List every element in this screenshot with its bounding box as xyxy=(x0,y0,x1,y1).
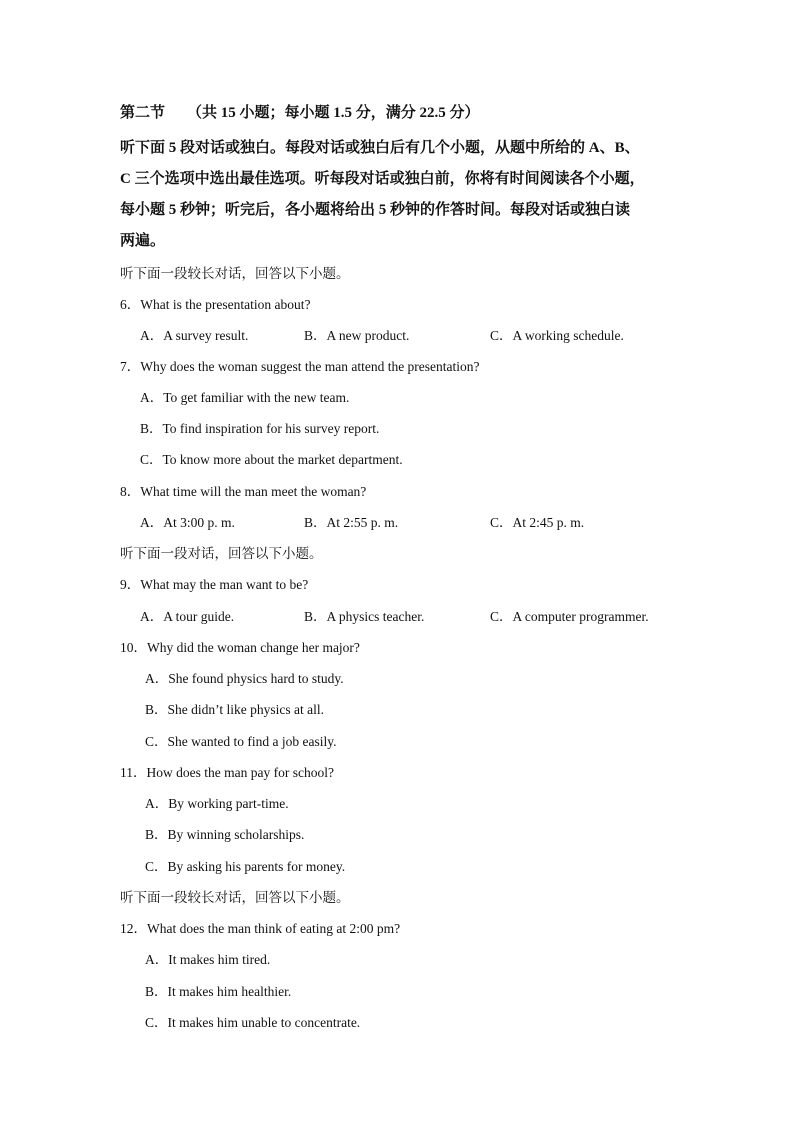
question-8-stem: 8．What time will the man meet the woman? xyxy=(120,484,367,499)
question-7-stem: 7．Why does the woman suggest the man attend the presentation? xyxy=(120,359,480,374)
section-subtitle: （共 15 小题；每小题 1.5 分，满分 22.5 分） xyxy=(187,105,480,121)
question-11-option-b[interactable]: B．By winning scholarships. xyxy=(145,827,305,842)
question-10-option-a[interactable]: A．She found physics hard to study. xyxy=(145,671,344,686)
question-8-option-a[interactable]: A．At 3:00 p. m. xyxy=(140,515,235,530)
question-6-option-c[interactable]: C．A working schedule. xyxy=(490,328,624,343)
question-9-option-c[interactable]: C．A computer programmer. xyxy=(490,609,649,624)
question-12-option-a[interactable]: A．It makes him tired. xyxy=(145,952,271,967)
question-9-options xyxy=(140,605,740,623)
question-6-options xyxy=(140,324,740,342)
question-8-option-b[interactable]: B．At 2:55 p. m. xyxy=(304,515,399,530)
question-11-stem: 11．How does the man pay for school? xyxy=(120,765,334,780)
question-12-option-c[interactable]: C．It makes him unable to concentrate. xyxy=(145,1015,361,1030)
instruction-line-4: 两遍。 xyxy=(120,233,166,249)
question-12-stem: 12．What does the man think of eating at 2:00 pm? xyxy=(120,921,401,936)
question-6-option-a[interactable]: A．A survey result. xyxy=(140,328,249,343)
question-9-option-b[interactable]: B．A physics teacher. xyxy=(304,609,425,624)
instruction-line-2: C 三个选项中选出最佳选项。听每段对话或独白前，你将有时间阅读各个小题， xyxy=(120,171,645,187)
question-12-option-b[interactable]: B．It makes him healthier. xyxy=(145,984,292,999)
question-10-option-c[interactable]: C．She wanted to find a job easily. xyxy=(145,734,337,749)
question-6-stem: 6．What is the presentation about? xyxy=(120,297,311,312)
question-11-option-c[interactable]: C．By asking his parents for money. xyxy=(145,859,346,874)
question-8-option-c[interactable]: C．At 2:45 p. m. xyxy=(490,515,585,530)
instruction-line-1: 听下面 5 段对话或独白。每段对话或独白后有几个小题，从题中所给的 A、B、 xyxy=(120,140,640,156)
question-7-option-a[interactable]: A．To get familiar with the new team. xyxy=(140,390,350,405)
instruction-line-3: 每小题 5 秒钟；听完后，各小题将给出 5 秒钟的作答时间。每段对话或独白读 xyxy=(120,202,631,218)
question-9-option-a[interactable]: A．A tour guide. xyxy=(140,609,235,624)
group-intro-1: 听下面一段较长对话，回答以下小题。 xyxy=(120,266,350,281)
question-7-option-c[interactable]: C．To know more about the market department. xyxy=(140,452,403,467)
question-8-options xyxy=(140,511,740,529)
group-intro-2: 听下面一段对话，回答以下小题。 xyxy=(120,546,323,561)
section-title: 第二节 xyxy=(120,105,166,121)
question-11-option-a[interactable]: A．By working part-time. xyxy=(145,796,289,811)
question-9-stem: 9．What may the man want to be? xyxy=(120,577,309,592)
question-10-option-b[interactable]: B．She didn’t like physics at all. xyxy=(145,702,324,717)
question-10-stem: 10．Why did the woman change her major? xyxy=(120,640,360,655)
question-6-option-b[interactable]: B．A new product. xyxy=(304,328,410,343)
question-7-option-b[interactable]: B．To find inspiration for his survey report. xyxy=(140,421,380,436)
section-heading xyxy=(120,101,480,122)
group-intro-3: 听下面一段较长对话，回答以下小题。 xyxy=(120,890,350,905)
